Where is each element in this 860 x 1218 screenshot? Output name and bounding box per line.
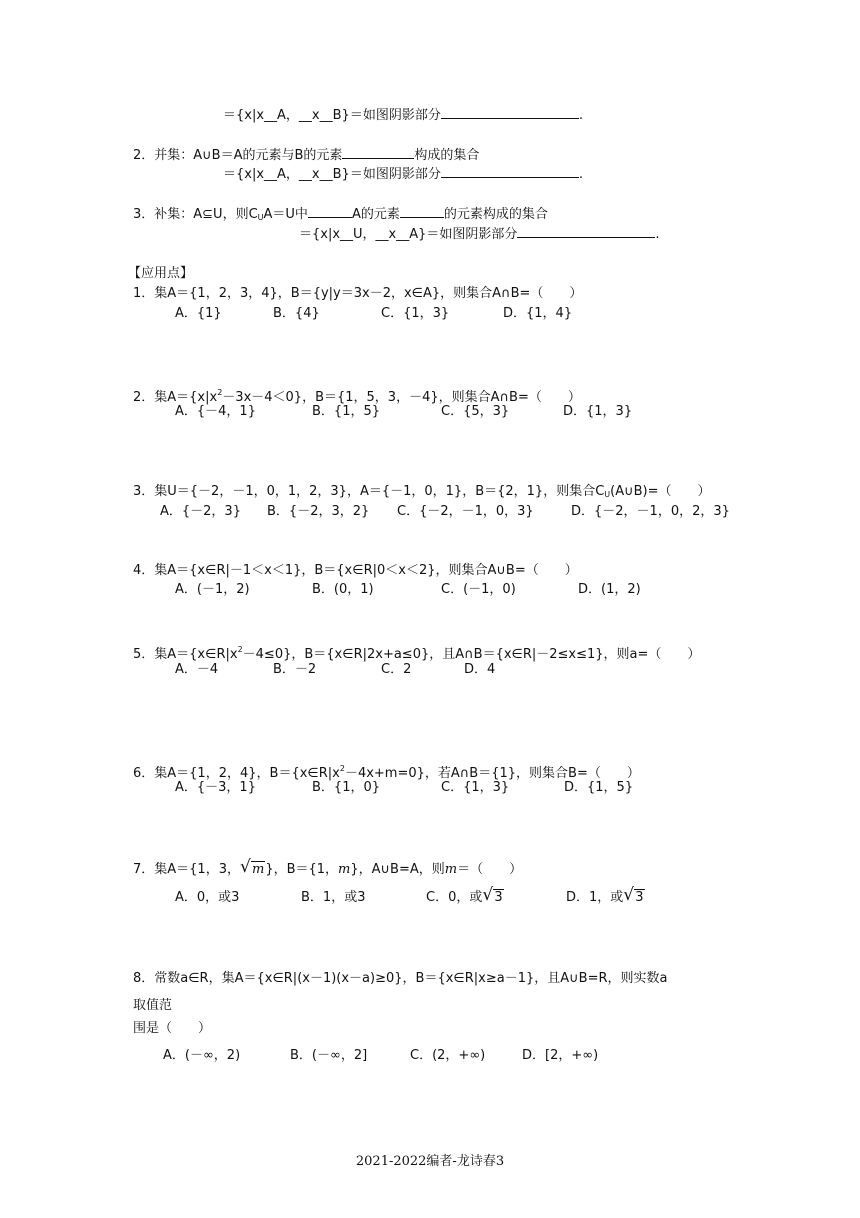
option-c[interactable]: C．(－1，0) <box>441 582 516 597</box>
union-definition: 2．并集：A∪B＝A的元素与B的元素 构成的集合 <box>133 148 480 163</box>
question-stem-cont: 围是（ ） <box>133 1021 212 1036</box>
section-header: 【应用点】 <box>128 266 194 281</box>
question-stem: 4．集A＝{x∈R|－1＜x＜1}，B＝{x∈R|0＜x＜2}，则集合A∪B=（ ） <box>133 563 578 578</box>
union-set-line: ＝{x|x__A，__x__B}＝如图阴影部分 . <box>223 167 583 182</box>
option-a[interactable]: A．－4 <box>175 662 219 677</box>
option-c[interactable]: C．(2，+∞) <box>410 1048 486 1063</box>
answer-blank[interactable] <box>517 225 655 238</box>
question-stem: 8．常数a∈R，集A＝{x∈R|(x－1)(x－a)≥0}，B＝{x∈R|x≥a－1}，且A∪B=R，则实数a <box>133 971 668 986</box>
option-b[interactable]: B．(0，1) <box>312 582 374 597</box>
option-d[interactable]: D．{1，3} <box>563 404 633 419</box>
option-d[interactable]: D．{－2，－1，0，2，3} <box>571 504 730 519</box>
question-stem: 1．集A＝{1，2，3，4}，B＝{y|y＝3x－2，x∈A}，则集合A∩B=（ ） <box>133 286 583 301</box>
option-d[interactable]: D．(1，2) <box>578 582 641 597</box>
option-b[interactable]: B．(－∞，2] <box>290 1048 368 1063</box>
question-stem: 6．集A＝{1，2，4}，$B=\{x\in R|x^2-4x+m=0\}$，若A∩B＝{1}，则集合B=（ ） <box>133 764 640 781</box>
option-d[interactable]: D．{1，5} <box>564 780 634 795</box>
question-stem: 7．集A＝{1，3，√ m}，B＝{1，m}，A∪B=A，则m＝（ ） <box>133 861 522 879</box>
option-b[interactable]: B．{1，5} <box>312 404 381 419</box>
option-c[interactable]: C．2 <box>381 662 412 677</box>
option-c[interactable]: C．{1，3} <box>441 780 510 795</box>
answer-blank[interactable] <box>400 205 444 218</box>
question-stem: 2．集$A=\{x|x^2-3x-4<0\}$，B＝{1，5，3，－4}，则集合A∩B=（ ） <box>133 388 581 405</box>
option-d[interactable]: D．1，或√ 3 <box>566 889 645 907</box>
option-b[interactable]: B．1，或3 <box>301 890 366 905</box>
option-d[interactable]: D．{1，4} <box>503 306 573 321</box>
option-c[interactable]: C．0，或√ 3 <box>426 889 504 907</box>
option-a[interactable]: A．(－1，2) <box>175 582 250 597</box>
question-stem-cont: 取值范 <box>133 998 173 1013</box>
option-a[interactable]: A．(－∞，2) <box>163 1048 241 1063</box>
sqrt-m: √ m <box>240 861 265 879</box>
question-stem: 5．集$A=\{x\in R|x^2-4\le 0\}$，B＝{x∈R|2x+a≤0}，且A∩B＝{x∈R|－2≤x≤1}，则a=（ ） <box>133 645 701 662</box>
option-d[interactable]: D．4 <box>464 662 496 677</box>
option-c[interactable]: C．{5，3} <box>441 404 510 419</box>
option-a[interactable]: A．{－2，3} <box>160 504 241 519</box>
option-a[interactable]: A．{－4，1} <box>175 404 256 419</box>
complement-set-line: ＝{x|x__U，__x__A}＝如图阴影部分 . <box>299 227 660 242</box>
complement-definition: 3．补集：A⊆U，则$C_UA=U$中 A的元素 的元素构成的集合 <box>133 207 548 222</box>
option-b[interactable]: B．－2 <box>273 662 317 677</box>
question-stem: 3．集U＝{－2，－1，0，1，2，3}，A＝{－1，0，1}，B＝{2，1}，则集合$C_U(A\cup B)=$（ ） <box>133 484 711 499</box>
sqrt-3: √ 3 <box>482 889 503 907</box>
option-c[interactable]: C．{1，3} <box>381 306 450 321</box>
answer-blank[interactable] <box>441 106 579 119</box>
option-a[interactable]: A．{1} <box>175 306 222 321</box>
intersection-set-text: ＝{x|x__A，__x__B}＝如图阴影部分 <box>223 108 441 123</box>
answer-blank[interactable] <box>308 205 352 218</box>
answer-blank[interactable] <box>342 146 414 159</box>
option-a[interactable]: A．0，或3 <box>175 890 240 905</box>
option-c[interactable]: C．{－2，－1，0，3} <box>397 504 534 519</box>
option-b[interactable]: B．{4} <box>273 306 320 321</box>
answer-blank[interactable] <box>441 165 579 178</box>
option-b[interactable]: B．{－2，3，2} <box>267 504 370 519</box>
intersection-set-line: ＝{x|x__A，__x__B}＝如图阴影部分 . <box>223 108 583 123</box>
option-a[interactable]: A．{－3，1} <box>175 780 256 795</box>
page-footer: 2021-2022编者-龙诗春3 <box>355 1154 505 1169</box>
sqrt-3: √ 3 <box>623 889 644 907</box>
option-b[interactable]: B．{1，0} <box>312 780 381 795</box>
option-d[interactable]: D．[2，+∞) <box>522 1048 599 1063</box>
